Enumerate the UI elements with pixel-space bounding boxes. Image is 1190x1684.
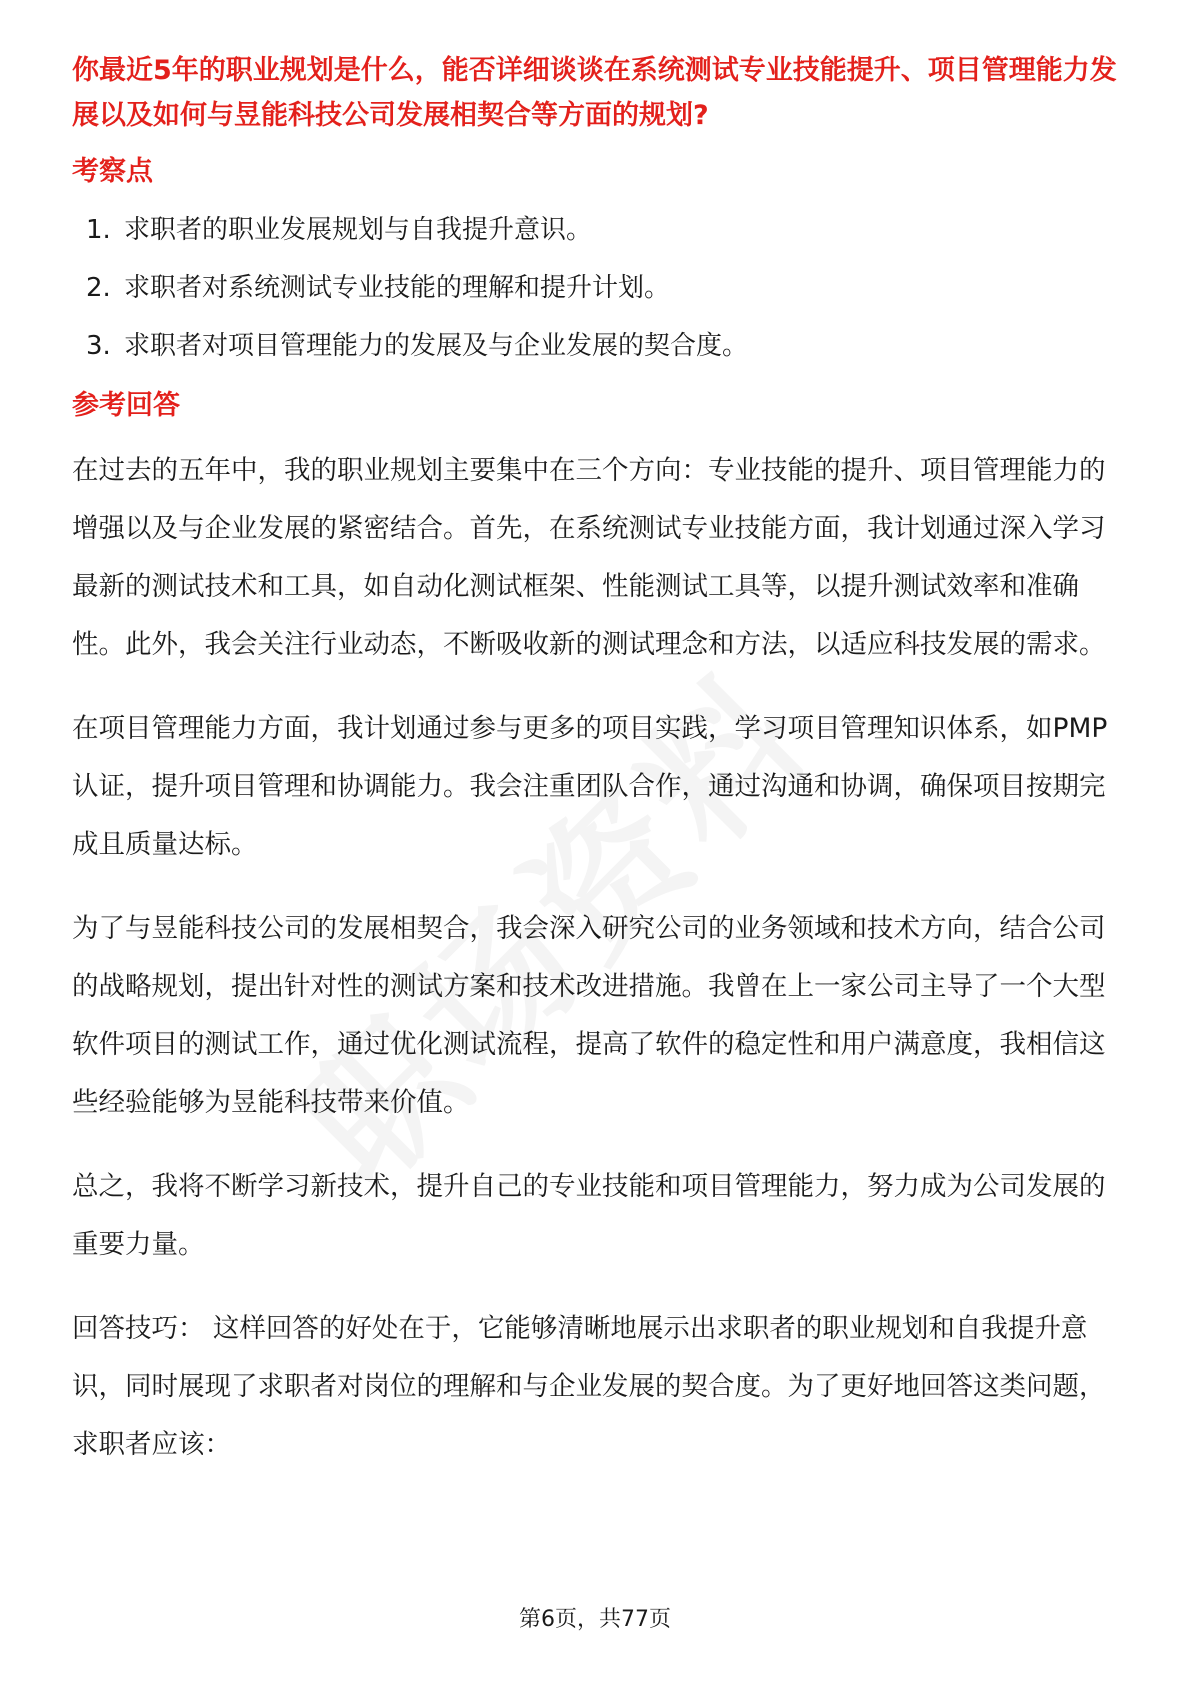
answer-paragraph: 在过去的五年中，我的职业规划主要集中在三个方向：专业技能的提升、项目管理能力的增强以及与企业发展的紧密结合。首先，在系统测试专业技能方面，我计划通过深入学习最新的测试技术和工具，如自动化测试框架、性能测试工具等，以提升测试效率和准确性。此外，我会关注行业动态，不断吸收新的测试理念和方法，以适应科技发展的需求。 — [72, 455, 1106, 660]
tips-paragraph: 回答技巧： 这样回答的好处在于，它能够清晰地展示出求职者的职业规划和自我提升意识，同时展现了求职者对岗位的理解和与企业发展的契合度。为了更好地回答这类问题，求职者应该： — [72, 1313, 1106, 1460]
points-list — [72, 212, 1117, 364]
list-item-text: 求职者对系统测试专业技能的理解和提升计划。 — [124, 273, 671, 303]
question-heading: 你最近5年的职业规划是什么，能否详细谈谈在系统测试专业技能提升、项目管理能力发展以及如何与昱能科技公司发展相契合等方面的规划? — [72, 55, 1117, 131]
answer-paragraph: 总之，我将不断学习新技术，提升自己的专业技能和项目管理能力，努力成为公司发展的重要力量。 — [72, 1171, 1106, 1260]
section-title-answer: 参考回答 — [72, 390, 180, 421]
list-item — [72, 212, 1117, 248]
list-item — [72, 328, 1117, 364]
list-item — [72, 270, 1117, 306]
list-item-text: 求职者的职业发展规划与自我提升意识。 — [124, 215, 593, 245]
page-footer: 第6页，共77页 — [519, 1607, 671, 1632]
answer-paragraph: 为了与昱能科技公司的发展相契合，我会深入研究公司的业务领域和技术方向，结合公司的战略规划，提出针对性的测试方案和技术改进措施。我曾在上一家公司主导了一个大型软件项目的测试工作，通过优化测试流程，提高了软件的稳定性和用户满意度，我相信这些经验能够为昱能科技带来价值。 — [72, 913, 1106, 1118]
list-item-number: 1. — [86, 215, 111, 245]
list-item-number: 2. — [86, 273, 111, 303]
content — [72, 48, 1117, 1474]
list-item-number: 3. — [86, 331, 111, 361]
section-title-points: 考察点 — [72, 156, 153, 187]
answer-paragraph: 在项目管理能力方面，我计划通过参与更多的项目实践，学习项目管理知识体系，如PMP认证，提升项目管理和协调能力。我会注重团队合作，通过沟通和协调，确保项目按期完成且质量达标。 — [72, 713, 1108, 860]
list-item-text: 求职者对项目管理能力的发展及与企业发展的契合度。 — [124, 331, 749, 361]
